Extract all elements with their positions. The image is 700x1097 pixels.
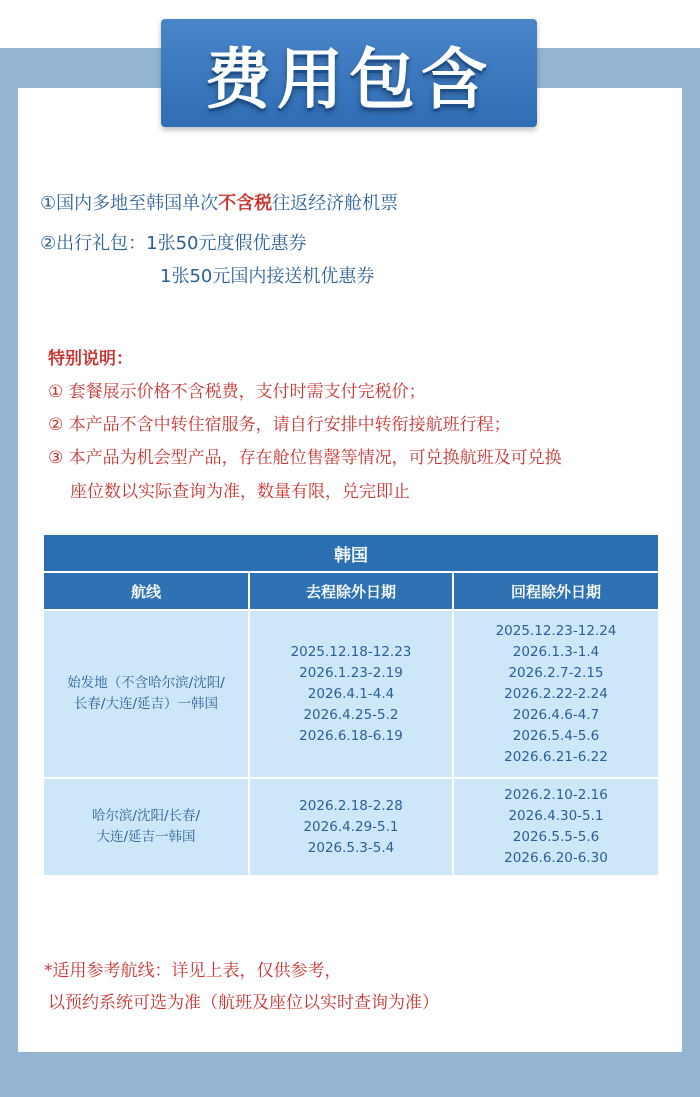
outbound-cell — [248, 611, 454, 777]
include-item-1 — [40, 189, 398, 215]
reference-line-1: *适用参考航线：详见上表，仅供参考， — [44, 961, 342, 981]
date-range: 2026.1.3-1.4 — [512, 643, 600, 660]
date-range: 2026.2.18-2.28 — [299, 797, 403, 814]
date-range: 2026.4.6-4.7 — [512, 706, 600, 723]
return-cell — [454, 777, 658, 875]
date-range: 2026.4.1-4.4 — [307, 685, 395, 702]
route-line: 大连/延吉一韩国 — [96, 829, 196, 845]
note-item-3: ③ 本产品为机会型产品，存在舱位售罄等情况，可兑换航班及可兑换 — [48, 448, 562, 468]
date-range: 2025.12.18-12.23 — [290, 643, 412, 660]
include-item-2-line2: 1张50元国内接送机优惠券 — [160, 266, 375, 287]
header-route: 航线 — [44, 571, 248, 611]
notes-title: 特别说明： — [48, 349, 133, 369]
note-item-1: ① 套餐展示价格不含税费，支付时需支付完税价； — [48, 382, 426, 402]
date-range: 2025.12.23-12.24 — [495, 622, 617, 639]
reference-line-2: 以预约系统可选为准（航班及座位以实时查询为准） — [48, 993, 439, 1013]
table-row — [44, 611, 658, 777]
banner-title: 费用包含 — [205, 40, 493, 118]
route-cell — [44, 777, 248, 875]
include-item-1-suffix: 往返经济舱机票 — [272, 193, 399, 214]
date-range: 2026.5.3-5.4 — [307, 839, 395, 856]
title-banner — [161, 19, 537, 127]
include-item-1-highlight: 不含税 — [218, 193, 273, 214]
date-range: 2026.2.22-2.24 — [504, 685, 608, 702]
table-row — [44, 777, 658, 875]
include-item-2-line1: ②出行礼包：1张50元度假优惠券 — [40, 233, 307, 254]
date-range: 2026.6.18-6.19 — [299, 727, 403, 744]
date-range: 2026.1.23-2.19 — [299, 664, 403, 681]
exclusion-dates-table — [44, 535, 658, 875]
header-outbound: 去程除外日期 — [248, 571, 454, 611]
date-range: 2026.6.21-6.22 — [504, 748, 608, 765]
outbound-cell — [248, 777, 454, 875]
date-range: 2026.6.20-6.30 — [504, 850, 608, 866]
date-range: 2026.4.30-5.1 — [508, 808, 604, 824]
include-item-1-prefix: ①国内多地至韩国单次 — [40, 193, 219, 214]
date-range: 2026.2.7-2.15 — [508, 664, 604, 681]
route-line: 长春/大连/延吉）一韩国 — [73, 696, 219, 712]
date-range: 2026.4.25-5.2 — [303, 706, 399, 723]
date-range: 2026.5.4-5.6 — [512, 727, 600, 744]
route-cell — [44, 611, 248, 777]
route-line: 哈尔滨/沈阳/长春/ — [91, 808, 201, 824]
note-item-3-continued: 座位数以实际查询为准，数量有限，兑完即止 — [70, 482, 410, 502]
return-cell — [454, 611, 658, 777]
route-line: 始发地（不含哈尔滨/沈阳/ — [67, 675, 225, 691]
date-range: 2026.2.10-2.16 — [504, 787, 608, 803]
note-item-2: ② 本产品不含中转住宿服务，请自行安排中转衔接航班行程； — [48, 415, 511, 435]
table-title: 韩国 — [44, 535, 658, 571]
date-range: 2026.5.5-5.6 — [512, 829, 600, 845]
header-return: 回程除外日期 — [454, 571, 658, 611]
date-range: 2026.4.29-5.1 — [303, 818, 399, 835]
